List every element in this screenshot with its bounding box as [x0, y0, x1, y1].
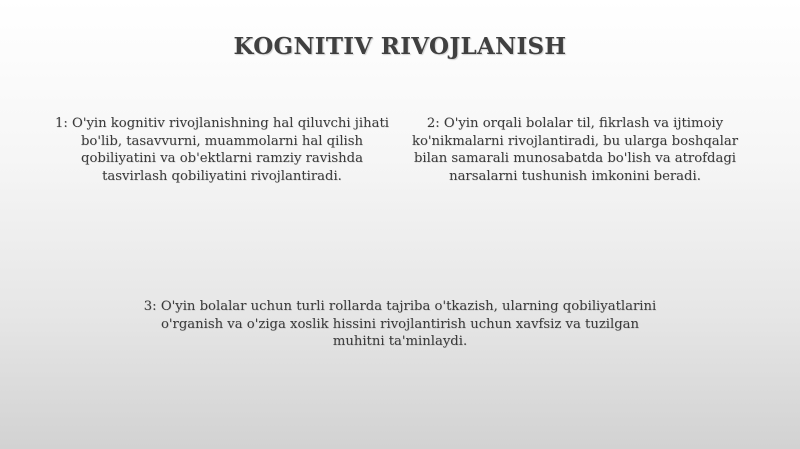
point-3-text: 3: O'yin bolalar uchun turli rollarda tajriba o'tkazish, ularning qobiliyatlarini o'rganish va o'ziga xoslik hissini rivojlantirish uchun xavfsiz va tuzilgan muhitni ta'minlaydi.	[143, 299, 657, 349]
slide-title: KOGNITIV RIVOJLANISH	[233, 33, 567, 60]
point-2-text: 2: O'yin orqali bolalar til, fikrlash va ijtimoiy ko'nikmalarni rivojlantiradi, bu ularga boshqalar bilan samarali munosabatda bo'lish va atrofdagi narsalarni tushunish imkonini beradi.	[411, 116, 739, 184]
point-1-text: 1: O'yin kognitiv rivojlanishning hal qiluvchi jihati bo'lib, tasavvurni, muammolarni hal qilish qobiliyatini va ob'ektlarni ramziy ravishda tasvirlash qobiliyatini rivojlantiradi.	[54, 116, 389, 184]
